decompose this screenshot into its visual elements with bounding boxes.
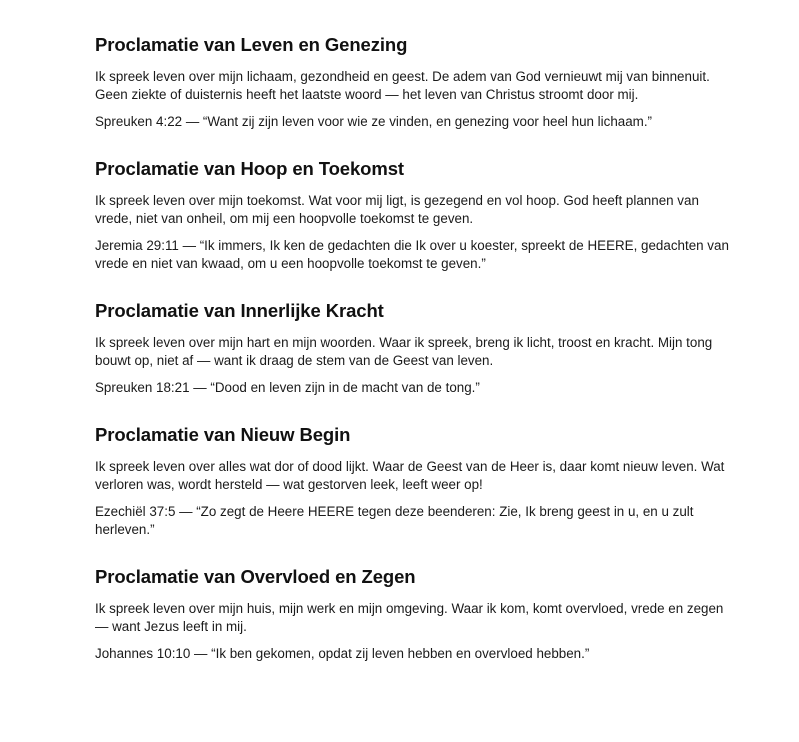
section-title: Proclamatie van Overvloed en Zegen: [95, 566, 416, 587]
section-title: Proclamatie van Innerlijke Kracht: [95, 300, 384, 321]
proclamation-section: [95, 157, 735, 273]
section-verse: Jeremia 29:11 — “Ik immers, Ik ken de gedachten die Ik over u koester, spreekt de HEERE, gedachten van vrede en niet van kwaad, om u een hoopvolle toekomst te geven.”: [95, 238, 729, 271]
proclamation-section: [95, 565, 735, 663]
section-body: Ik spreek leven over mijn hart en mijn woorden. Waar ik spreek, breng ik licht, troost en kracht. Mijn tong bouwt op, niet af — want ik draag de stem van de Geest van leven.: [95, 335, 713, 368]
section-body: Ik spreek leven over mijn huis, mijn werk en mijn omgeving. Waar ik kom, komt overvloed, vrede en zegen — want Jezus leeft in mij.: [95, 601, 724, 634]
section-verse: Spreuken 18:21 — “Dood en leven zijn in de macht van de tong.”: [95, 380, 480, 395]
section-body: Ik spreek leven over mijn lichaam, gezondheid en geest. De adem van God vernieuwt mij van binnenuit. Geen ziekte of duisternis heeft het laatste woord — het leven van Christus stroomt door mij.: [95, 69, 710, 102]
proclamation-section: [95, 423, 735, 539]
section-body: Ik spreek leven over mijn toekomst. Wat voor mij ligt, is gezegend en vol hoop. God heeft plannen van vrede, niet van onheil, om mij een hoopvolle toekomst te geven.: [95, 193, 699, 226]
section-body: Ik spreek leven over alles wat dor of dood lijkt. Waar de Geest van de Heer is, daar komt nieuw leven. Wat verloren was, wordt hersteld — wat gestorven leek, leeft weer op!: [95, 459, 725, 492]
section-title: Proclamatie van Hoop en Toekomst: [95, 158, 404, 179]
section-verse: Ezechiël 37:5 — “Zo zegt de Heere HEERE tegen deze beenderen: Zie, Ik breng geest in u, en u zult herleven.”: [95, 504, 694, 537]
proclamation-section: [95, 33, 735, 131]
section-title: Proclamatie van Leven en Genezing: [95, 34, 408, 55]
section-verse: Johannes 10:10 — “Ik ben gekomen, opdat zij leven hebben en overvloed hebben.”: [95, 646, 590, 661]
proclamation-section: [95, 299, 735, 397]
document-page: [95, 33, 735, 689]
section-title: Proclamatie van Nieuw Begin: [95, 424, 351, 445]
section-verse: Spreuken 4:22 — “Want zij zijn leven voor wie ze vinden, en genezing voor heel hun lichaam.”: [95, 114, 653, 129]
